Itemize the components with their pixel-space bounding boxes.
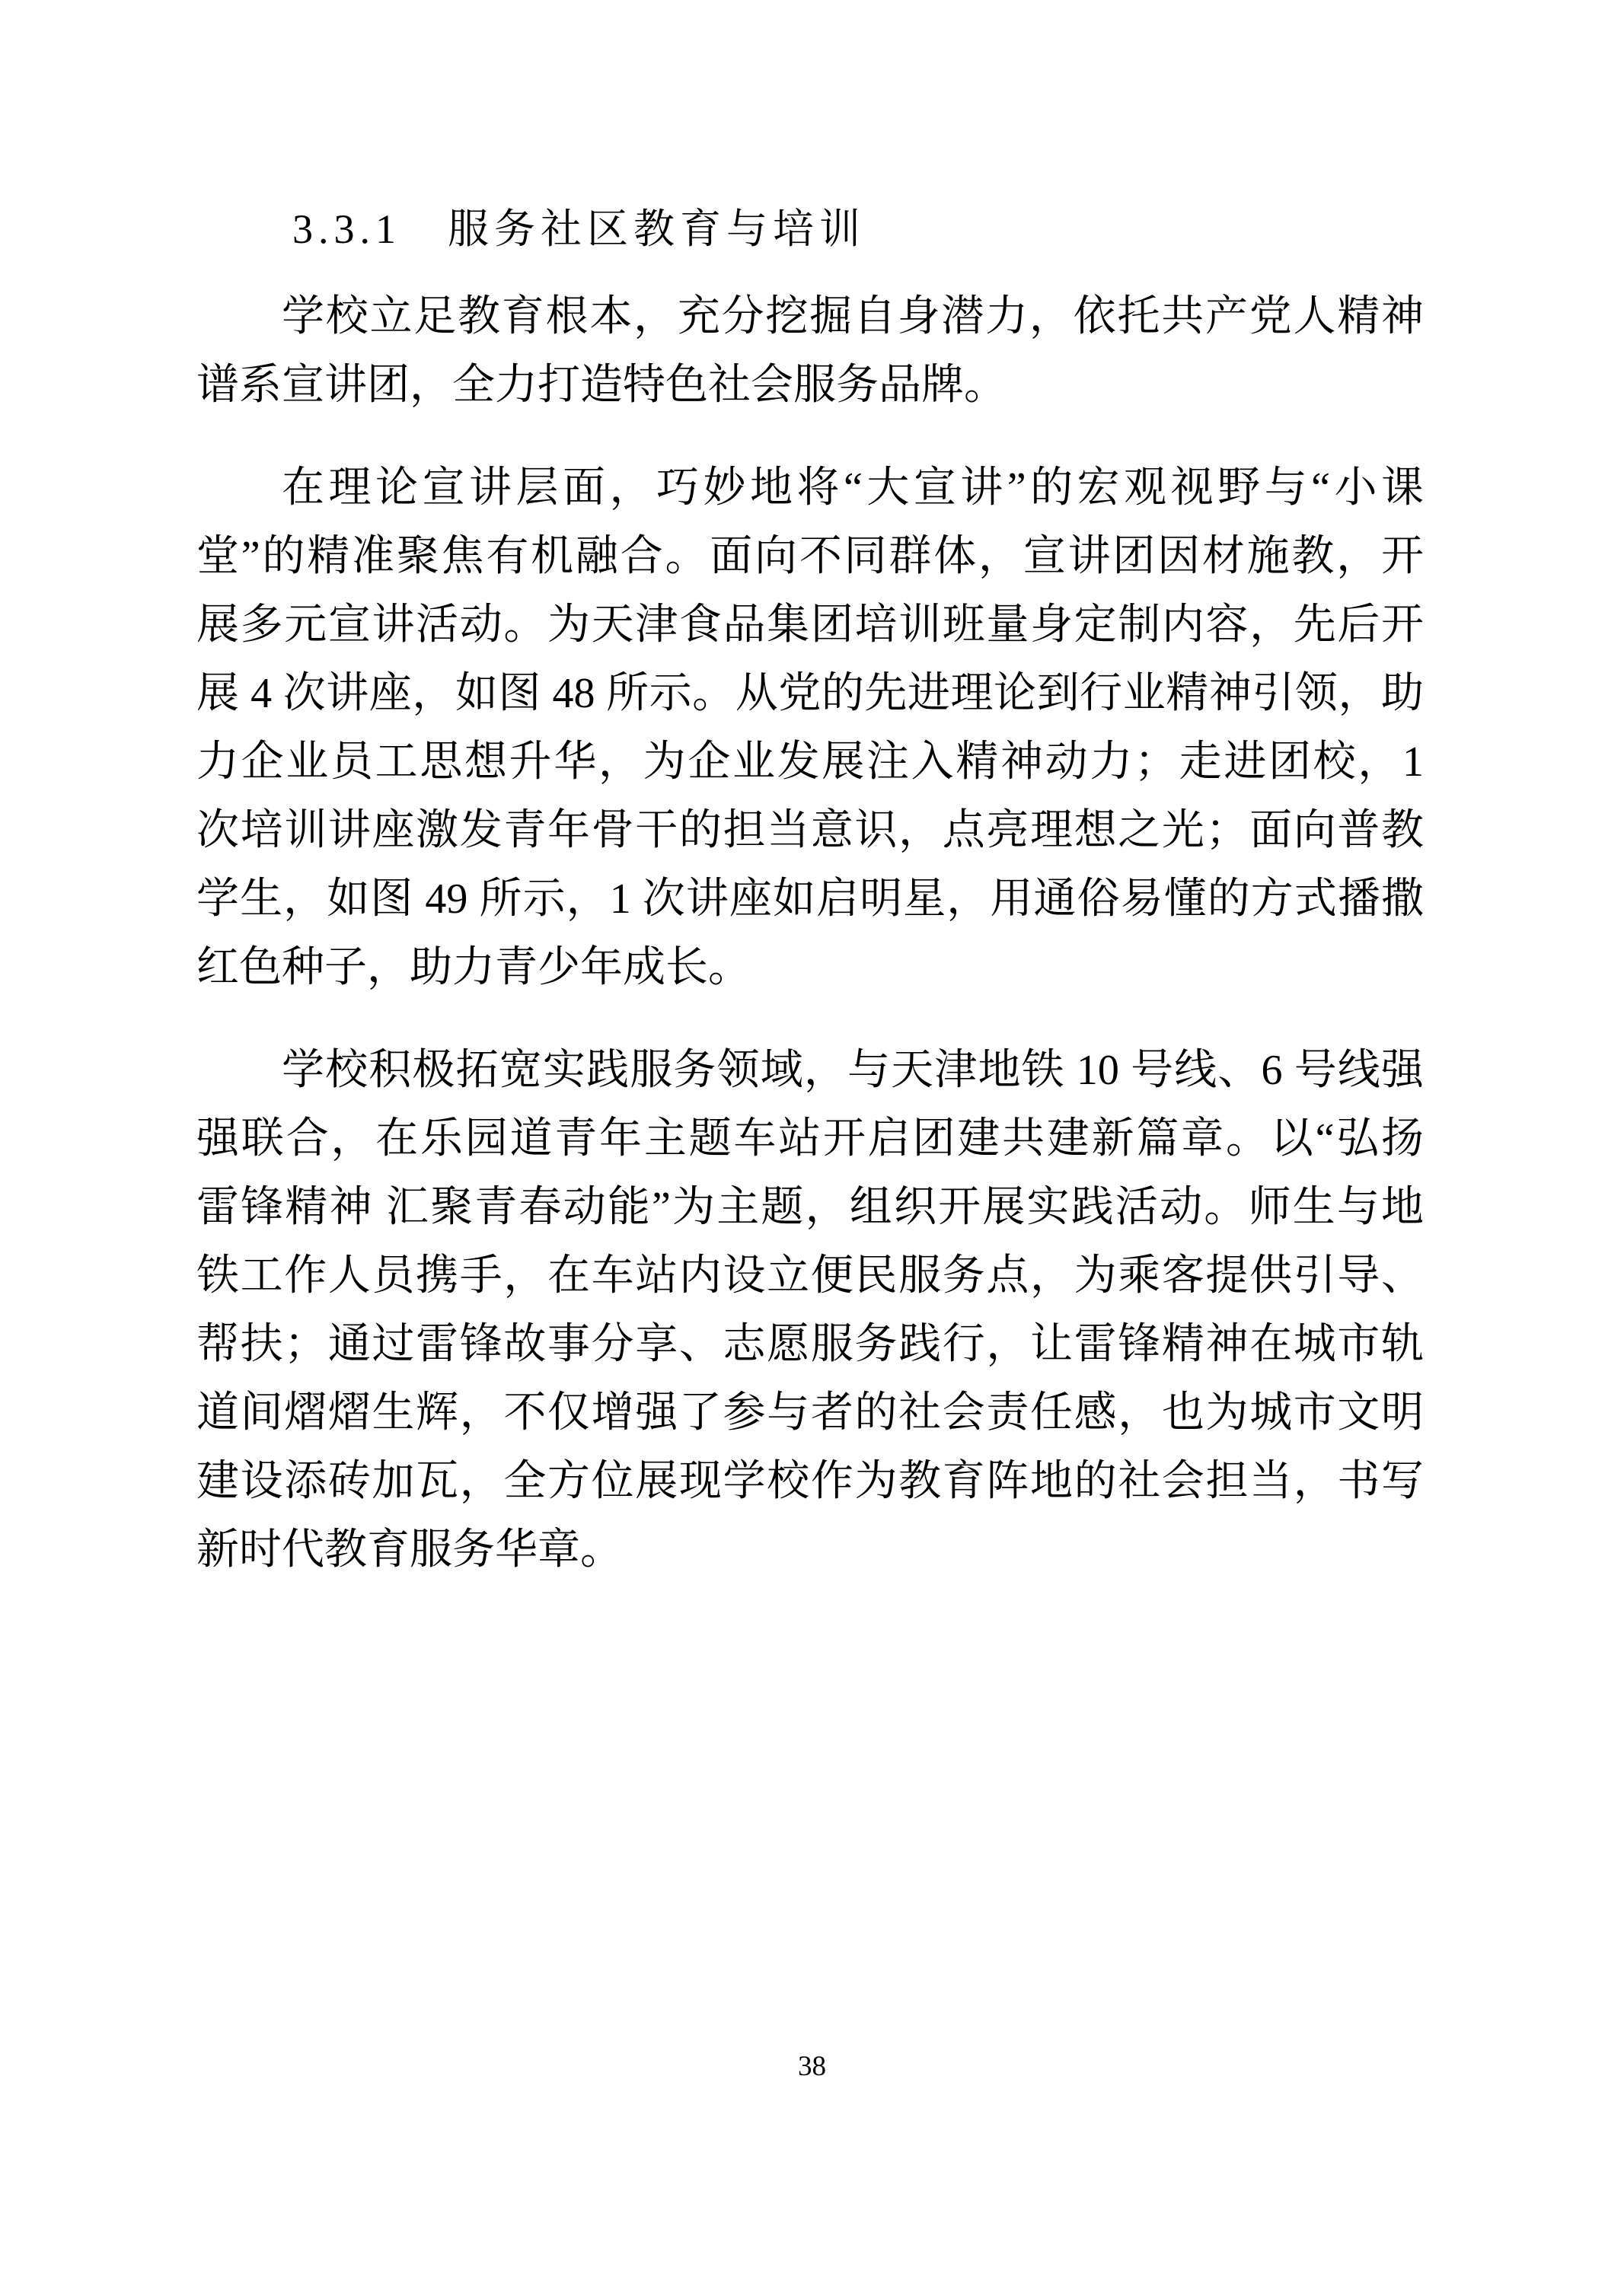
text-line: 在理论宣讲层面，巧妙地将“大宣讲”的宏观视野与“小课 (282, 464, 1424, 512)
text-line: 展 4 次讲座，如图 48 所示。从党的先进理论到行业精神引领，助 (196, 670, 1424, 717)
text-line: 展多元宣讲活动。为天津食品集团培训班量身定制内容，先后开 (196, 601, 1424, 649)
paragraph-2 (196, 454, 1424, 1002)
text-line: 谱系宣讲团，全力打造特色社会服务品牌。 (196, 362, 1007, 409)
text-line: 堂”的精准聚焦有机融合。面向不同群体，宣讲团因材施教，开 (196, 533, 1424, 580)
section-heading: 3.3.1 服务社区教育与培训 (292, 206, 866, 252)
text-line: 力企业员工思想升华，为企业发展注入精神动力；走进团校，1 (196, 738, 1424, 786)
text-line: 帮扶；通过雷锋故事分享、志愿服务践行，让雷锋精神在城市轨 (196, 1321, 1424, 1368)
paragraph-1 (196, 282, 1424, 419)
paragraph-3 (196, 1036, 1424, 1584)
page-number: 38 (798, 2051, 826, 2082)
text-line: 学校立足教育根本，充分挖掘自身潜力，依托共产党人精神 (282, 293, 1424, 340)
text-line: 红色种子，助力青少年成长。 (196, 944, 751, 991)
text-line: 建设添砖加瓦，全方位展现学校作为教育阵地的社会担当，书写 (196, 1458, 1424, 1505)
text-line: 次培训讲座激发青年骨干的担当意识，点亮理想之光；面向普教 (196, 807, 1424, 854)
text-line: 学校积极拓宽实践服务领域，与天津地铁 10 号线、6 号线强 (282, 1047, 1424, 1094)
text-line: 强联合，在乐园道青年主题车站开启团建共建新篇章。以“弘扬 (196, 1115, 1424, 1162)
text-line: 雷锋精神 汇聚青春动能”为主题，组织开展实践活动。师生与地 (196, 1184, 1424, 1231)
text-line: 新时代教育服务华章。 (196, 1526, 623, 1574)
text-line: 学生，如图 49 所示，1 次讲座如启明星，用通俗易懂的方式播撒 (196, 875, 1424, 923)
text-line: 铁工作人员携手，在车站内设立便民服务点，为乘客提供引导、 (196, 1252, 1424, 1299)
text-line: 道间熠熠生辉，不仅增强了参与者的社会责任感，也为城市文明 (196, 1389, 1424, 1437)
